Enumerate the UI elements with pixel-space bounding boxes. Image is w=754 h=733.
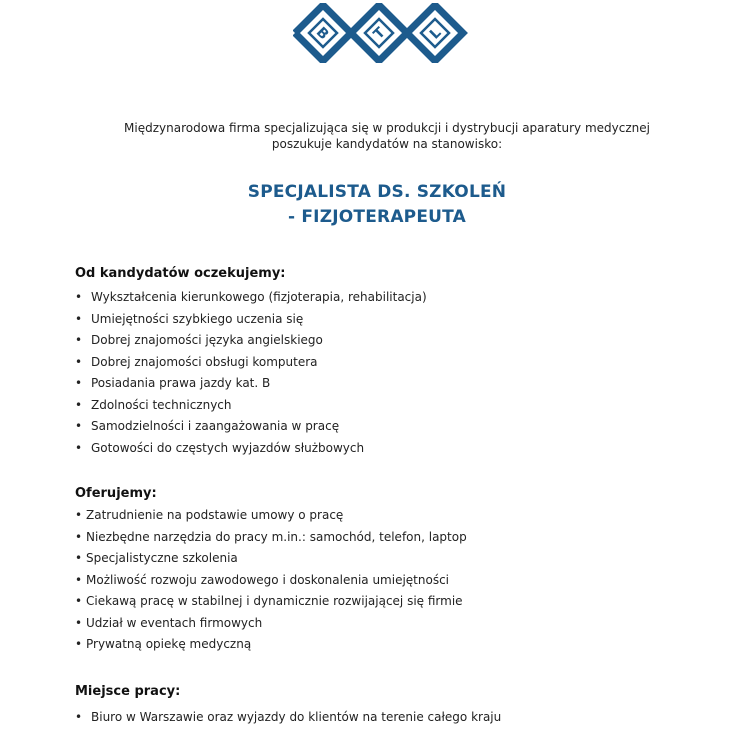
list-item-text: Zdolności technicznych: [91, 397, 232, 412]
location-list: [75, 707, 501, 729]
list-item-text: Udział w eventach firmowych: [86, 615, 263, 630]
intro-line-2: poszukuje kandydatów na stanowisko:: [271, 137, 503, 151]
list-item: [75, 505, 467, 527]
logo-letter-b: B: [312, 24, 332, 44]
bullet-icon: •: [75, 290, 83, 304]
bullet-icon: •: [75, 615, 83, 630]
list-item: [75, 416, 427, 438]
list-item: [75, 395, 427, 417]
bullet-icon: •: [75, 376, 83, 390]
list-item-text: Specjalistyczne szkolenia: [86, 551, 238, 565]
list-item: [75, 309, 427, 331]
bullet-icon: •: [75, 311, 83, 326]
bullet-icon: •: [75, 551, 83, 565]
list-item: [75, 352, 427, 374]
job-title-line-1: SPECJALISTA DS. SZKOLEŃ: [247, 182, 507, 202]
bullet-icon: •: [75, 572, 83, 587]
bullet-icon: •: [75, 333, 83, 347]
list-item-text: Ciekawą pracę w stabilnej i dynamicznie rozwijającej się firmie: [86, 594, 463, 608]
list-item: [75, 613, 467, 635]
job-title: [0, 180, 754, 230]
list-item: [75, 591, 467, 613]
logo-letter-l: L: [426, 24, 445, 43]
company-intro: [0, 120, 754, 152]
bullet-icon: •: [75, 397, 83, 412]
bullet-icon: •: [75, 419, 83, 433]
list-item-text: Umiejętności szybkiego uczenia się: [91, 311, 304, 326]
bullet-icon: •: [75, 440, 83, 455]
bullet-icon: •: [75, 594, 83, 608]
list-item-text: Możliwość rozwoju zawodowego i doskonalenia umiejętności: [86, 572, 450, 587]
list-item: [75, 548, 467, 570]
requirements-list: [75, 287, 427, 459]
list-item-text: Dobrej znajomości języka angielskiego: [91, 333, 323, 347]
bullet-icon: •: [75, 637, 83, 651]
list-item-text: Prywatną opiekę medyczną: [86, 637, 252, 651]
offer-list: [75, 505, 467, 656]
offer-section: [75, 485, 467, 656]
list-item-text: Dobrej znajomości obsługi komputera: [91, 354, 318, 369]
list-item: [75, 634, 467, 656]
requirements-heading: Od kandydatów oczekujemy:: [75, 266, 286, 281]
list-item-text: Niezbędne narzędzia do pracy m.in.: samochód, telefon, laptop: [86, 529, 467, 544]
bullet-icon: •: [75, 508, 83, 522]
location-section: [75, 683, 501, 729]
bullet-icon: •: [75, 710, 83, 724]
list-item: [75, 438, 427, 460]
list-item: [75, 330, 427, 352]
list-item-text: Biuro w Warszawie oraz wyjazdy do klientów na terenie całego kraju: [91, 710, 502, 724]
list-item: [75, 570, 467, 592]
list-item-text: Gotowości do częstych wyjazdów służbowych: [91, 440, 365, 455]
requirements-section: [75, 265, 427, 459]
intro-line-1: Międzynarodowa firma specjalizująca się w produkcji i dystrybucji aparatury medycznej: [124, 121, 650, 135]
job-title-line-2: - FIZJOTERAPEUTA: [288, 207, 466, 227]
list-item: [75, 527, 467, 549]
list-item: [75, 707, 501, 729]
bullet-icon: •: [75, 354, 83, 369]
list-item-text: Zatrudnienie na podstawie umowy o pracę: [86, 508, 344, 522]
list-item: [75, 287, 427, 309]
btl-logo: [293, 3, 468, 63]
list-item-text: Wykształcenia kierunkowego (fizjoterapia, rehabilitacja): [91, 290, 427, 304]
location-heading: Miejsce pracy:: [75, 684, 181, 699]
logo-letter-t: T: [370, 24, 389, 43]
list-item-text: Posiadania prawa jazdy kat. B: [91, 376, 271, 390]
offer-heading: Oferujemy:: [75, 486, 157, 501]
list-item: [75, 373, 427, 395]
bullet-icon: •: [75, 529, 83, 544]
list-item-text: Samodzielności i zaangażowania w pracę: [91, 419, 340, 433]
